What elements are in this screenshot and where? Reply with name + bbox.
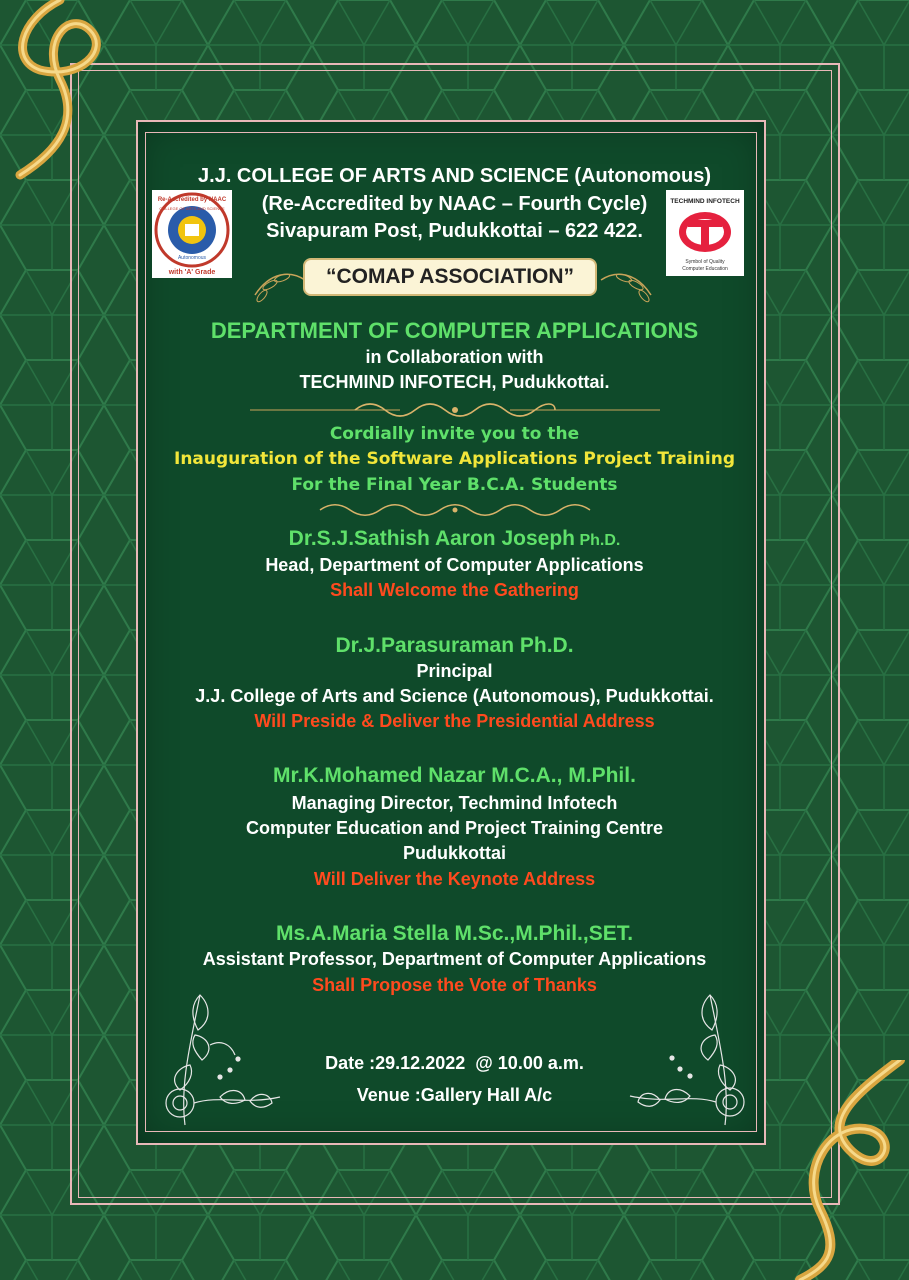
laurel-left-icon (250, 250, 310, 310)
ornament-divider (250, 400, 660, 420)
ornament-divider-2 (300, 502, 610, 518)
collaboration-text: in Collaboration with (365, 347, 544, 367)
college-name: J.J. COLLEGE OF ARTS AND SCIENCE (Autonomous) (198, 165, 711, 187)
speaker-2-name: Dr.J.Parasuraman Ph.D. (335, 634, 574, 657)
speaker-1 (0, 527, 909, 551)
partner-name: TECHMIND INFOTECH, Pudukkottai. (299, 372, 610, 392)
speaker-1-role: Head, Department of Computer Applications (265, 555, 644, 575)
seal-side-text: COLLEGE OF ARTS AND SCIENCE (159, 206, 225, 211)
speaker-3-role-2: Computer Education and Project Training Centre (245, 818, 664, 838)
seal-mid-text: Autonomous (177, 255, 207, 261)
laurel-right-icon (596, 250, 656, 310)
department-name: DEPARTMENT OF COMPUTER APPLICATIONS (210, 318, 699, 343)
association-badge: “COMAP ASSOCIATION” (303, 258, 597, 296)
speaker-3-name: Mr.K.Mohamed Nazar M.C.A., M.Phil. (273, 764, 636, 787)
college-address: Sivapuram Post, Pudukkottai – 622 422. (266, 220, 643, 242)
speaker-4-name: Ms.A.Maria Stella M.Sc.,M.Phil.,SET. (275, 922, 634, 945)
seal-grade-text: with 'A' Grade (168, 269, 216, 276)
techmind-logo-name: TECHMIND INFOTECH (670, 198, 740, 205)
event-venue: Venue :Gallery Hall A/c (356, 1085, 553, 1105)
speaker-3-role-1: Managing Director, Techmind Infotech (291, 793, 618, 813)
invite-line-1: Cordially invite you to the (329, 424, 580, 444)
speaker-3-role-3: Pudukkottai (402, 843, 506, 863)
seal-top-text: Re-Accredited by NAAC (157, 197, 227, 203)
event-date: Date :29.12.2022 @ 10.00 a.m. (325, 1053, 584, 1073)
speaker-1-action: Shall Welcome the Gathering (330, 580, 579, 600)
accreditation: (Re-Accredited by NAAC – Fourth Cycle) (261, 193, 648, 215)
invite-line-3: For the Final Year B.C.A. Students (291, 475, 618, 495)
speaker-2-role-2: J.J. College of Arts and Science (Autonomous), Pudukkottai. (195, 686, 714, 706)
speaker-1-name: Dr.S.J.Sathish Aaron Joseph (288, 527, 575, 550)
invite-line-2: Inauguration of the Software Applications Project Training (174, 449, 735, 469)
techmind-tagline-2: Computer Education (682, 266, 728, 272)
speaker-1-degree: Ph.D. (579, 532, 621, 549)
ribbon-top-left (0, 0, 150, 190)
speaker-2-action: Will Preside & Deliver the Presidential Address (254, 711, 655, 731)
speaker-3-action: Will Deliver the Keynote Address (313, 869, 596, 889)
techmind-tagline-1: Symbol of Quality (685, 259, 725, 265)
speaker-2-role-1: Principal (416, 661, 493, 681)
speaker-4-role-1: Assistant Professor, Department of Computer Applications (202, 949, 707, 969)
speaker-4-action: Shall Propose the Vote of Thanks (312, 975, 597, 995)
